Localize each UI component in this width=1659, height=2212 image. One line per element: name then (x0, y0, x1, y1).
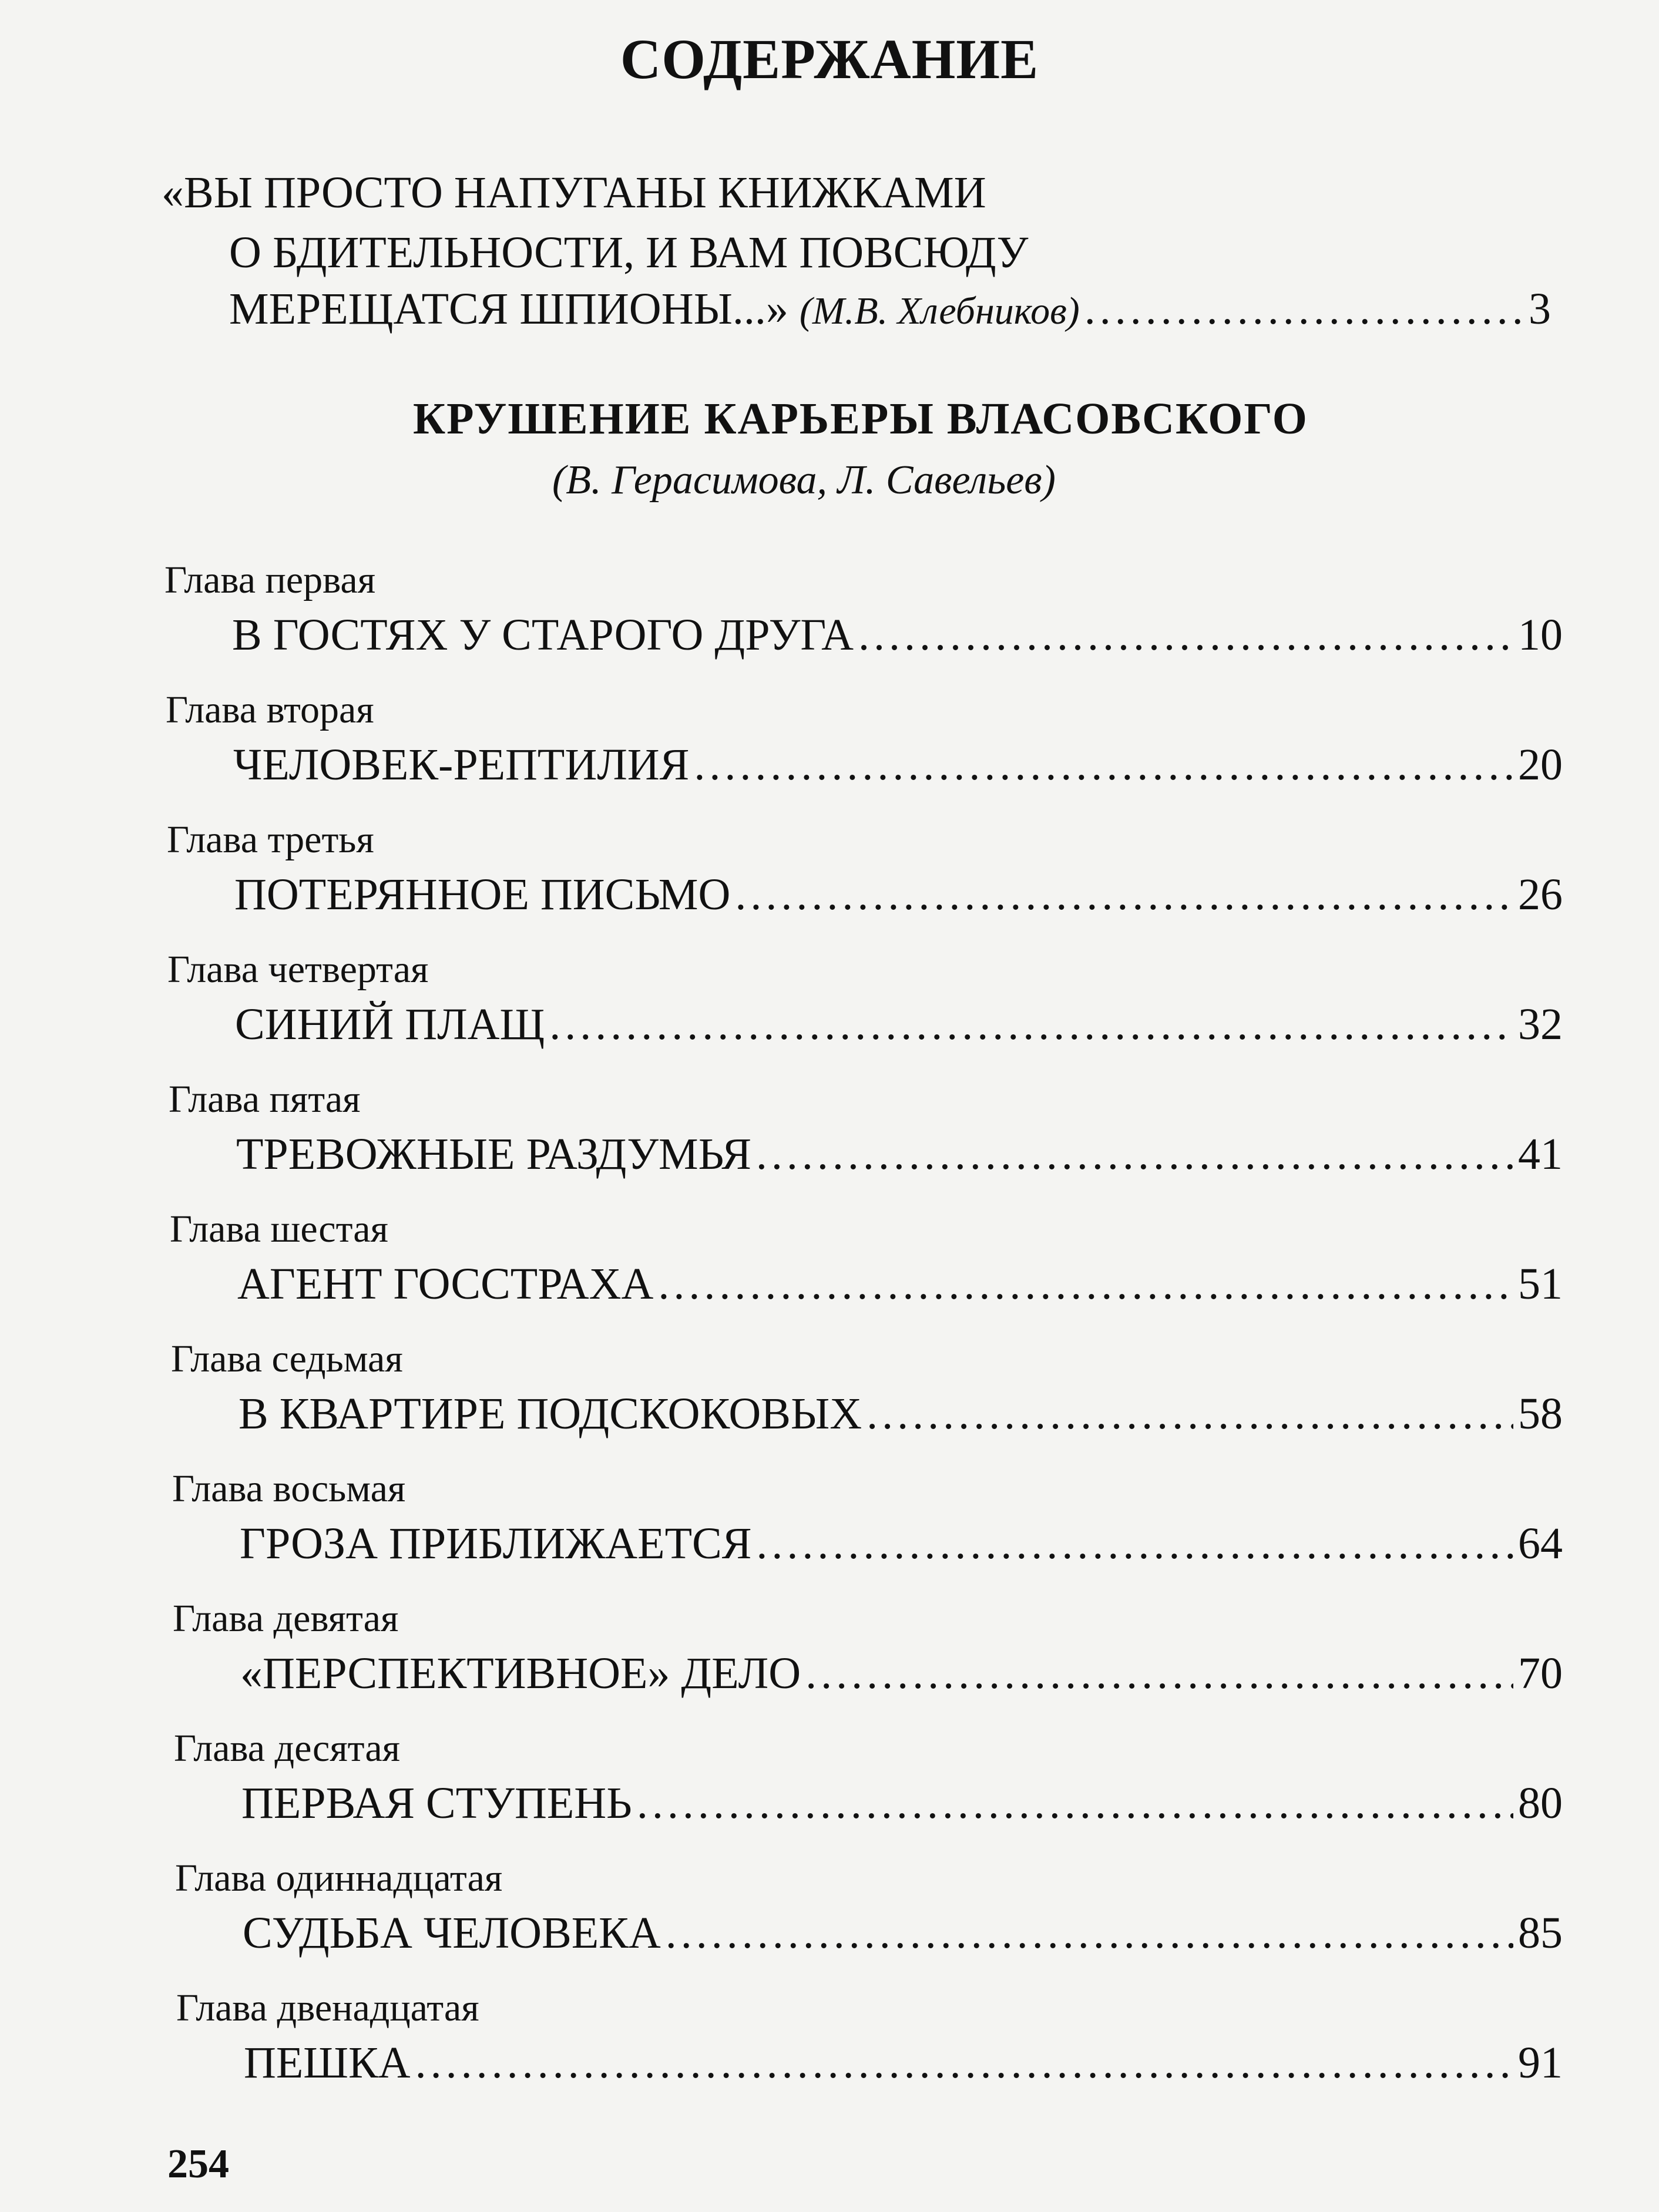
chapter-entry (235, 1002, 1563, 1047)
chapter-entry (243, 1908, 1563, 1958)
chapter-entry (237, 1259, 1563, 1309)
chapter-page-number: 51 (1518, 1259, 1563, 1309)
foreword-line-2: О БДИТЕЛЬНОСТИ, И ВАМ ПОВСЮДУ (229, 228, 1029, 277)
foreword-page-number: 3 (1529, 284, 1551, 334)
chapter-entry (244, 2040, 1563, 2085)
chapter-label: Глава пятая (169, 1078, 361, 1121)
chapter-label: Глава четвертая (167, 948, 429, 991)
part-authors: (В. Герасимова, Л. Савельев) (552, 458, 1056, 503)
chapter-entry (234, 872, 1563, 917)
chapter-title: «ПЕРСПЕКТИВНОЕ» ДЕЛО (240, 1649, 801, 1698)
chapter-page-number: 85 (1518, 1908, 1563, 1958)
chapter-label: Глава шестая (170, 1208, 388, 1250)
chapter-page-number: 20 (1518, 740, 1563, 789)
chapter-page-number: 26 (1518, 870, 1563, 919)
dot-leader (415, 2040, 1513, 2085)
chapter-page-number: 10 (1518, 610, 1563, 660)
chapter-page-number: 58 (1518, 1389, 1563, 1438)
foreword-line-1: «ВЫ ПРОСТО НАПУГАНЫ КНИЖКАМИ (162, 168, 986, 217)
dot-leader (666, 1911, 1513, 1955)
page-number: 254 (167, 2142, 229, 2187)
foreword-author: (М.В. Хлебников) (799, 290, 1080, 332)
chapter-title: В КВАРТИРЕ ПОДСКОКОВЫХ (239, 1389, 862, 1438)
chapter-label: Глава седьмая (171, 1337, 403, 1380)
foreword-line-3-text: МЕРЕЩАТСЯ ШПИОНЫ...» (229, 284, 788, 334)
chapter-title: ГРОЗА ПРИБЛИЖАЕТСЯ (240, 1519, 752, 1568)
chapter-page-number: 80 (1518, 1779, 1563, 1828)
chapter-label: Глава девятая (173, 1597, 399, 1640)
dot-leader (735, 872, 1513, 917)
chapter-page-number: 64 (1518, 1519, 1563, 1568)
chapter-title: ПЕШКА (244, 2038, 411, 2087)
chapter-page-number: 70 (1518, 1649, 1563, 1698)
chapter-title: ПОТЕРЯННОЕ ПИСЬМО (234, 870, 731, 919)
chapter-entry (240, 1521, 1563, 1566)
chapter-label: Глава двенадцатая (176, 1986, 479, 2029)
dot-leader (867, 1391, 1513, 1436)
dot-leader (756, 1132, 1513, 1176)
chapter-title: В ГОСТЯХ У СТАРОГО ДРУГА (232, 610, 854, 660)
chapter-title: АГЕНТ ГОССТРАХА (237, 1259, 654, 1309)
chapter-label: Глава одиннадцатая (175, 1857, 503, 1900)
chapter-label: Глава десятая (174, 1727, 400, 1770)
chapter-entry (239, 1391, 1563, 1436)
dot-leader (858, 613, 1513, 657)
chapter-title: ПЕРВАЯ СТУПЕНЬ (241, 1779, 632, 1828)
dot-leader (1084, 287, 1524, 331)
dot-leader (637, 1781, 1513, 1826)
chapter-label: Глава вторая (166, 688, 374, 731)
chapter-label: Глава третья (167, 818, 374, 861)
dot-leader (694, 742, 1513, 787)
chapter-entry (241, 1781, 1563, 1826)
chapter-title: ТРЕВОЖНЫЕ РАЗДУМЬЯ (236, 1129, 751, 1179)
chapter-page-number: 91 (1518, 2038, 1563, 2087)
chapter-page-number: 41 (1518, 1129, 1563, 1179)
dot-leader (549, 1002, 1513, 1047)
dot-leader (805, 1651, 1513, 1696)
chapter-entry (233, 742, 1563, 787)
chapter-entry (240, 1651, 1563, 1696)
chapter-label: Глава восьмая (172, 1467, 406, 1510)
chapter-title: СУДЬБА ЧЕЛОВЕКА (243, 1908, 661, 1958)
chapter-entry (236, 1129, 1563, 1179)
page-title: СОДЕРЖАНИЕ (620, 28, 1039, 90)
chapter-page-number: 32 (1518, 1000, 1563, 1049)
part-title: КРУШЕНИЕ КАРЬЕРЫ ВЛАСОВСКОГО (413, 394, 1308, 443)
dot-leader (756, 1521, 1513, 1566)
foreword-line-3 (229, 284, 1551, 334)
chapter-label: Глава первая (164, 559, 376, 601)
dot-leader (658, 1262, 1513, 1306)
chapter-title: СИНИЙ ПЛАЩ (235, 1000, 545, 1049)
chapter-entry (232, 610, 1563, 660)
chapter-title: ЧЕЛОВЕК-РЕПТИЛИЯ (233, 740, 690, 789)
